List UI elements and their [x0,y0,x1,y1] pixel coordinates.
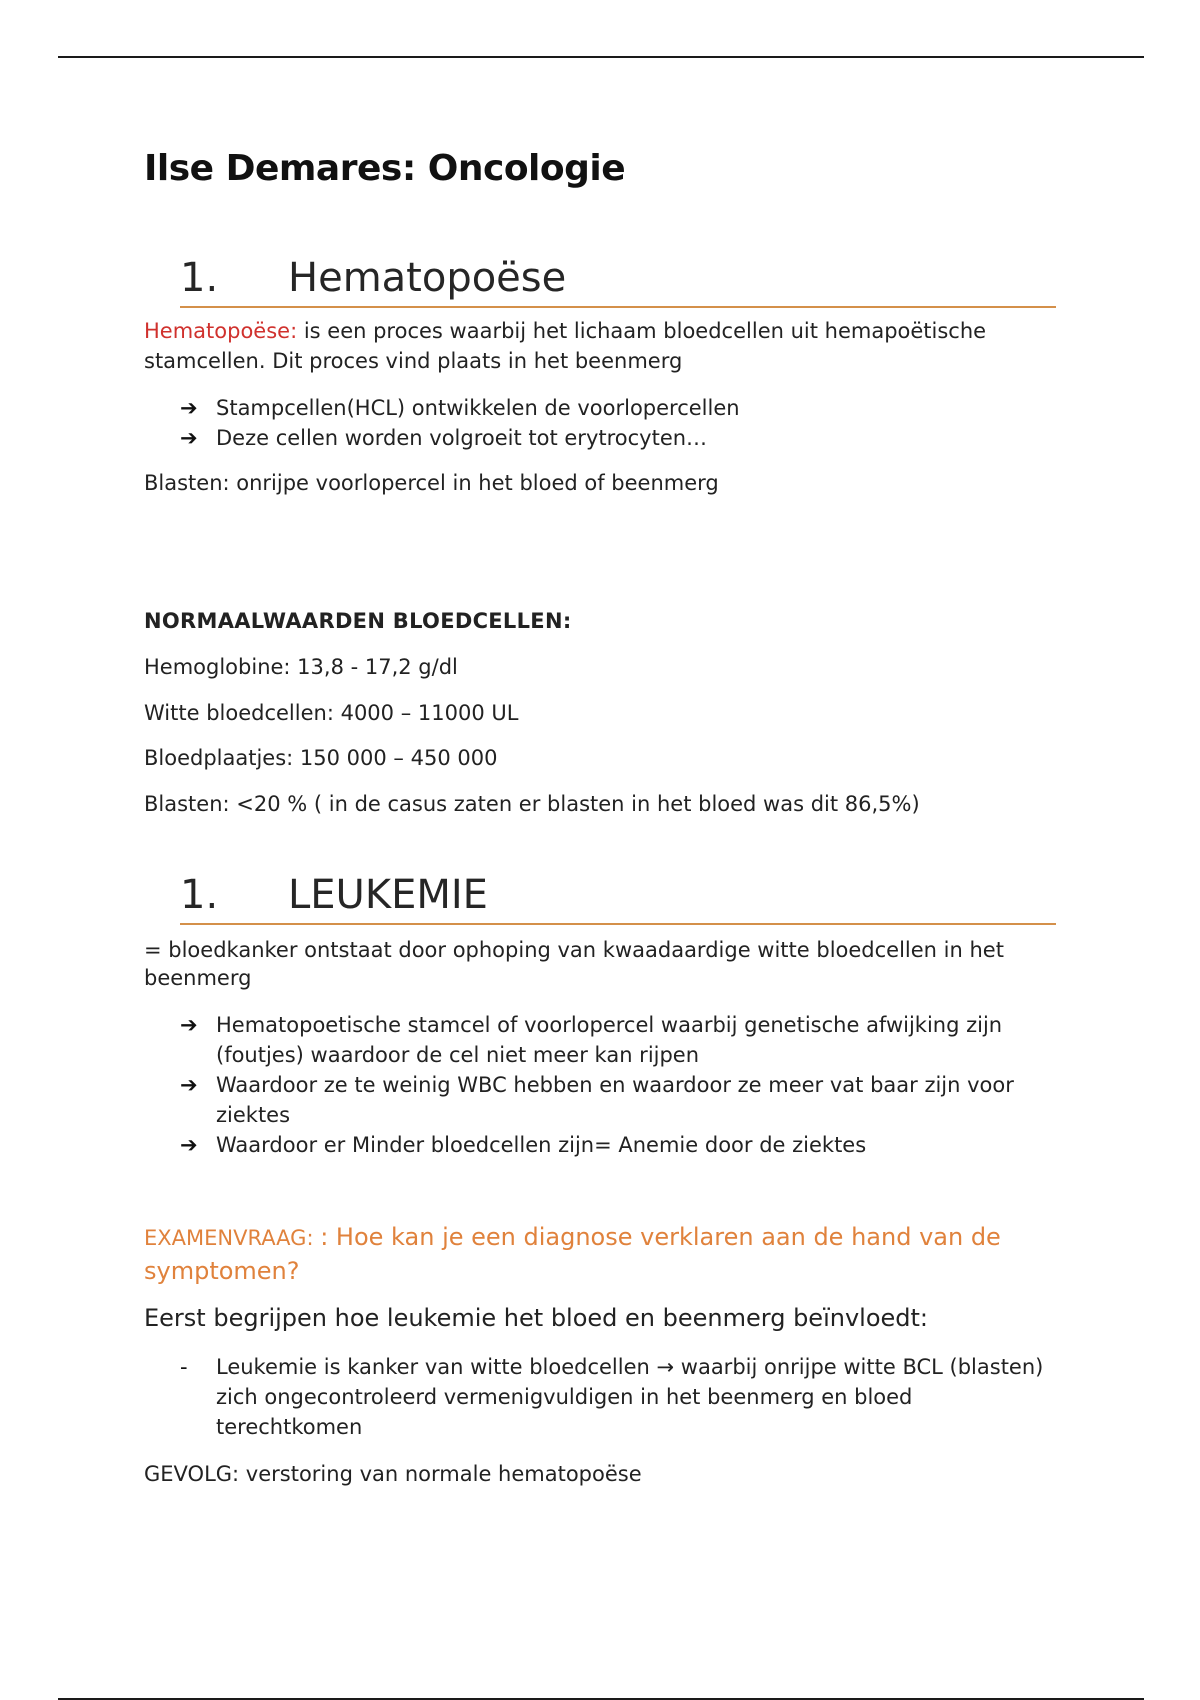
leukemie-definition: = bloedkanker ontstaat door ophoping van kwaadaardige witte bloedcellen in het beenmerg [144,938,1004,990]
normal-value-line: Hemoglobine: 13,8 - 17,2 g/dl [144,655,458,679]
list-item: ➔ Stampcellen(HCL) ontwikkelen de voorlopercellen [180,393,1056,423]
list-item: ➔ Waardoor ze te weinig WBC hebben en waardoor ze meer vat baar zijn voor ziektes [180,1070,1056,1130]
hematopoese-bullets [180,393,1056,453]
hematopoese-term: Hematopoëse: [144,319,298,343]
blasten-definition: Blasten: onrijpe voorlopercel in het bloed of beenmerg [144,471,719,495]
arrow-icon: ➔ [180,426,198,450]
exam-lead: Eerst begrijpen hoe leukemie het bloed en beenmerg beïnvloedt: [144,1304,928,1332]
list-item: ➔ Deze cellen worden volgroeit tot erytrocyten… [180,423,1056,453]
list-item: ➔ Hematopoetische stamcel of voorlopercel waarbij genetische afwijking zijn (foutjes) waardoor de cel niet meer kan rijpen [180,1010,1056,1070]
document-title: Ilse Demares: Oncologie [144,148,626,189]
hematopoese-definition [144,316,1056,376]
arrow-icon: ➔ [180,396,198,420]
list-item: ➔ Waardoor er Minder bloedcellen zijn= Anemie door de ziektes [180,1130,1056,1160]
normal-value-line: Blasten: <20 % ( in de casus zaten er blasten in het bloed was dit 86,5%) [144,792,920,816]
normal-value-line: Witte bloedcellen: 4000 – 11000 UL [144,701,519,725]
gevolg-line: GEVOLG: verstoring van normale hematopoëse [144,1462,642,1486]
normal-values-heading: NORMAALWAARDEN BLOEDCELLEN: [144,609,572,633]
leukemie-bullets [180,1010,1056,1160]
section-number: 1. [180,255,219,301]
section-title: LEUKEMIE [288,872,488,918]
list-item: - Leukemie is kanker van witte bloedcellen → waarbij onrijpe witte BCL (blasten) zich ongecontroleerd vermenigvuldigen in het beenmerg en bloed terechtkomen [180,1352,1056,1442]
top-rule [58,56,1144,58]
section-heading-hematopoese [180,254,1056,308]
exam-label: EXAMENVRAAG: [144,1226,321,1250]
hematopoese-definition-text: is een proces waarbij het lichaam bloedcellen uit hemapoëtische stamcellen. Dit proces vind plaats in het beenmerg [144,319,987,373]
arrow-icon: ➔ [180,1133,198,1157]
exam-dash-list [180,1352,1056,1442]
normal-value-line: Bloedplaatjes: 150 000 – 450 000 [144,746,498,770]
section-heading-leukemie [180,871,1056,925]
arrow-icon: ➔ [180,1013,198,1037]
dash-marker: - [180,1355,188,1379]
arrow-icon: ➔ [180,1073,198,1097]
section-title: Hematopoëse [288,255,567,301]
exam-question [144,1221,1056,1288]
exam-question-text: : Hoe kan je een diagnose verklaren aan de hand van de symptomen? [144,1223,1001,1285]
section-number: 1. [180,872,219,918]
